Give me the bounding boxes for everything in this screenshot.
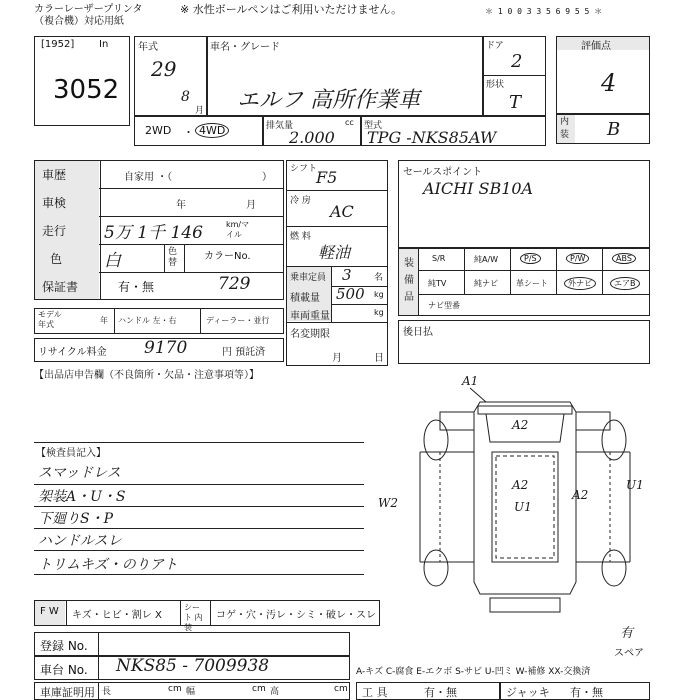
shape-value: T (509, 92, 522, 113)
score-box (556, 36, 650, 114)
equip-ext-navi: 外ナビ (564, 277, 596, 290)
sales-point-value: AICHI SB10A (423, 179, 534, 198)
cert-length: 長 (102, 687, 112, 697)
front-left-wheel (424, 420, 448, 460)
cert-cm-3: cm (334, 684, 348, 694)
mark-a2-bed: A2 (512, 478, 529, 492)
load-value: 500 (336, 285, 365, 303)
front-bumper (478, 406, 572, 414)
lot-number: 3052 (53, 75, 120, 105)
drive-4wd: 4WD (195, 123, 229, 138)
color-label: 色 (50, 252, 63, 266)
aircon-label: 冷 房 (290, 196, 311, 206)
history-tail: ） (262, 172, 272, 183)
cert-label: 車庫証明用 (40, 686, 95, 699)
color-no-label: カラーNo. (204, 251, 251, 262)
equip-abs: ABS (612, 253, 636, 264)
jack-value: 有・無 (570, 686, 603, 699)
after-fit-box (398, 320, 650, 364)
shape-label: 形状 (486, 80, 505, 90)
inspection-month: 月 (246, 200, 256, 211)
equipment-label: 装 備 品 (404, 258, 414, 303)
load-unit: kg (374, 290, 384, 299)
cert-height: 高 (270, 687, 280, 697)
inspector-note-2: 架装A・U・S (38, 489, 126, 505)
lot-sub: [1952] (41, 39, 75, 50)
warranty-value: 有・無 (118, 280, 155, 294)
equip-tv: 純TV (428, 279, 447, 288)
shape-box (482, 75, 546, 116)
equip-airbag: エアB (610, 277, 640, 290)
model-value: TPG -NKS85AW (367, 128, 497, 147)
recycle-value: 9170 (144, 338, 188, 358)
notes-label: 【出品店申告欄（不良箇所・欠品・注意事項等）】 (34, 370, 259, 381)
gross-unit: kg (374, 308, 384, 317)
door-value: 2 (511, 51, 523, 72)
shift-value: F5 (316, 168, 338, 187)
car-label: 車名・グレード (210, 42, 280, 53)
cert-width: 幅 (186, 687, 196, 697)
front-right-wheel (602, 420, 626, 460)
mark-a1: A1 (462, 374, 479, 388)
gross-label: 車両重量 (290, 311, 330, 322)
equip-navi: 純ナビ (474, 279, 498, 288)
mark-u1-right: U1 (626, 478, 644, 492)
spare-label: スペア (614, 648, 644, 659)
damage-key: A-キズ C-腐食 E-エクボ S-サビ U-凹ミ W-補修 XX-交換済 (356, 667, 591, 677)
rear-right-wheel (602, 550, 626, 586)
tools-value: 有・無 (424, 686, 457, 699)
reg-expiry-month: 月 (332, 353, 342, 364)
fw-text: キズ・ヒビ・割レ X (72, 610, 162, 621)
capacity-unit: 名 (374, 273, 384, 283)
reg-expiry-day: 日 (374, 353, 384, 364)
rear-bumper (490, 598, 560, 612)
shift-label: シフト (290, 164, 318, 174)
inspector-note-1: スマッドレス (38, 465, 121, 481)
score-value: 4 (601, 69, 617, 97)
score-label: 評価点 (581, 41, 611, 52)
seat-text: コゲ・穴・汚レ・シミ・破レ・スレ (216, 610, 376, 621)
recycle-label: リサイクル料金 (38, 347, 107, 358)
inspection-year: 年 (176, 200, 186, 211)
equip-alloy: 純A/W (474, 255, 499, 264)
aircon-value: AC (330, 202, 354, 221)
capacity-label: 乗車定員 (290, 273, 327, 283)
cert-cm-1: cm (168, 684, 182, 694)
car-value: エルフ 高所作業車 (237, 88, 420, 113)
seat-label: シート 内 装 (184, 603, 203, 632)
interior-box (556, 114, 650, 144)
model-year-unit: 年 (100, 316, 108, 325)
handle-side: ハンドル 左・右 (118, 316, 177, 325)
mileage-unit: km/マイル (226, 220, 250, 239)
sales-point-box (398, 160, 650, 248)
displacement-box (262, 116, 362, 146)
dealer-type: ディーラー・並行 (206, 316, 270, 325)
sales-point-label: セールスポイント (403, 167, 483, 178)
inspector-note-5: トリムキズ・のりアト (38, 557, 178, 573)
lot-box (34, 36, 130, 126)
car-box (206, 36, 484, 116)
interior-value: B (607, 119, 621, 140)
drive-box: 2WD ・ 4WD (134, 116, 264, 146)
mark-u1-bed: U1 (514, 500, 532, 514)
chassis-label: 車台 No. (40, 663, 88, 677)
model-box (360, 116, 546, 146)
warranty-label: 保証書 (42, 280, 79, 294)
inspection-label: 車検 (42, 196, 67, 210)
fw-label: F W (40, 606, 59, 617)
load-label: 積載量 (290, 293, 320, 304)
fuel-label: 燃 料 (290, 232, 311, 242)
color-number-value: 729 (218, 274, 251, 294)
mark-a2-front: A2 (512, 418, 529, 432)
after-fit-label: 後日払 (403, 327, 433, 338)
equip-leather: 革シート (516, 279, 548, 288)
navi-model-label: ナビ型番 (428, 301, 460, 310)
registration-label: 登録 No. (40, 639, 88, 653)
capacity-value: 3 (342, 266, 352, 284)
chassis-value: NKS85 - 7009938 (116, 656, 270, 676)
color-change-label: 色替 (168, 247, 178, 268)
cert-cm-2: cm (252, 684, 266, 694)
equip-power-steering: P/S (520, 253, 541, 264)
inspector-note-3: 下廻りS・P (38, 511, 114, 527)
door-box (482, 36, 546, 76)
mileage-label: 走行 (42, 224, 67, 238)
interior-label: 内 装 (560, 117, 570, 140)
displacement-label: 排気量 (266, 121, 294, 131)
equip-sunroof: S/R (432, 254, 446, 263)
tools-label: 工 具 (362, 686, 388, 699)
serial-number: ＊ 1 0 0 3 3 5 6 9 5 5 ＊ (485, 7, 603, 16)
printer-note-2: （複合機）対応用紙 (34, 16, 124, 27)
mark-w2: W2 (378, 496, 398, 510)
equip-power-window: P/W (566, 253, 589, 264)
year-unit: 月 (195, 106, 205, 116)
year-month: 8 (181, 89, 190, 105)
rear-left-wheel (424, 550, 448, 586)
spare-value: 有 (620, 626, 634, 641)
inspector-label: 【検査員記入】 (36, 448, 106, 459)
recycle-unit: 円 預託済 (222, 347, 266, 358)
displacement-unit: cc (345, 118, 354, 127)
model-label: 型式 (364, 121, 383, 131)
mileage-value: 5万 1千 146 (104, 223, 203, 243)
lot-sub2: In (99, 39, 109, 50)
year-box (134, 36, 208, 116)
jack-label: ジャッキ (506, 686, 550, 699)
printer-note: カラーレーザープリンタ (34, 4, 143, 15)
color-value: 白 (104, 251, 121, 271)
mark-a2-right: A2 (572, 488, 589, 502)
year-label: 年式 (138, 42, 158, 53)
pen-warning: ※ 水性ボールペンはご利用いただけません。 (180, 3, 403, 16)
model-year-label: モデル 年式 (38, 310, 62, 329)
history-value: 自家用 ・（ (124, 172, 173, 183)
reg-expiry-label: 名変期限 (290, 329, 330, 340)
year-value: 29 (151, 57, 177, 81)
displacement-value: 2.000 (289, 128, 335, 147)
door-label: ドア (486, 41, 504, 51)
inspector-note-4: ハンドルスレ (38, 533, 122, 549)
history-label: 車歴 (42, 168, 67, 182)
fuel-value: 軽油 (318, 243, 351, 262)
drive-2wd: 2WD (145, 124, 172, 137)
